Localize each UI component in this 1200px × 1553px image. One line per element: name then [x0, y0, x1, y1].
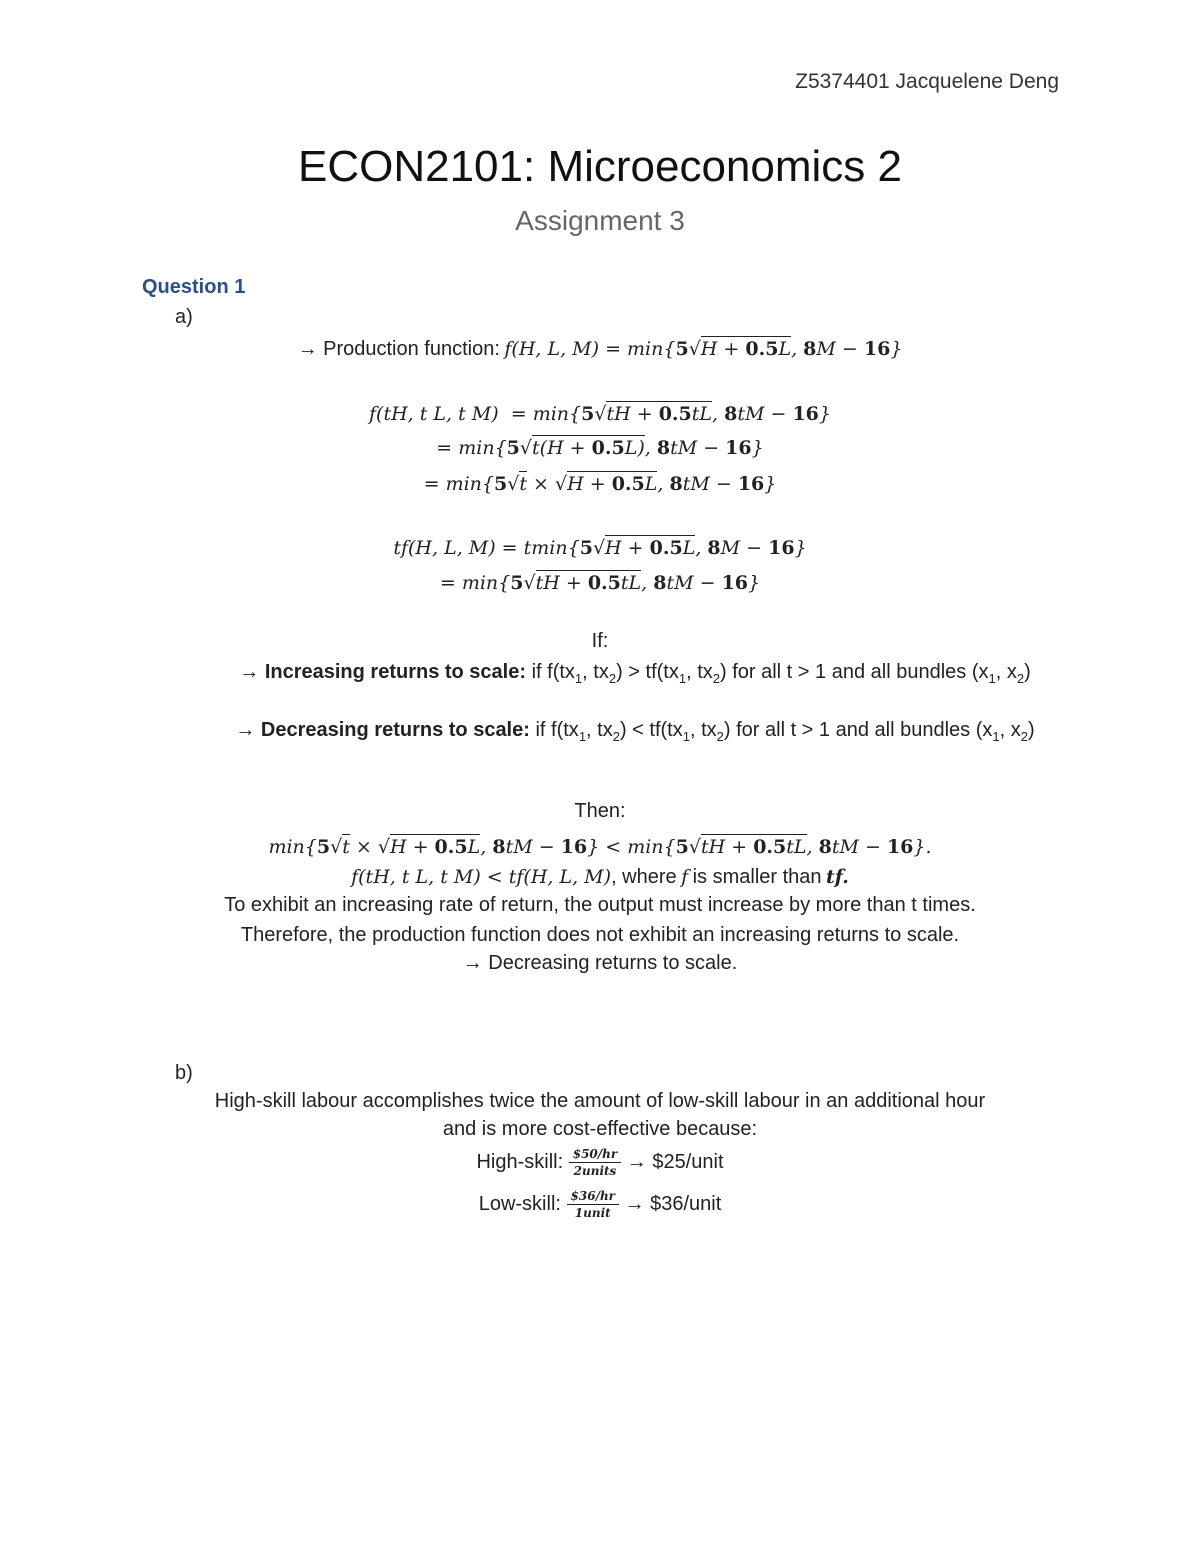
if-label: If:: [591, 630, 609, 652]
scaled-output-eq-2: = min{5√tH + 0.5tL, 8tM − 16}: [439, 572, 761, 594]
high-skill-denominator: 2units: [573, 1164, 617, 1178]
scaled-inputs-eq-2: = min{5√t(H + 0.5L), 8tM − 16}: [436, 437, 764, 459]
low-skill-fraction: [567, 1189, 619, 1220]
conclusion-line-2: Therefore, the production function does not exhibit an increasing returns to scale.: [240, 924, 960, 946]
high-skill-cost: [0, 1147, 1200, 1178]
drs-term: Decreasing returns to scale:: [260, 719, 530, 741]
drs-definition: [215, 716, 1055, 751]
production-function-line: [0, 338, 1200, 361]
irs-definition: [215, 658, 1055, 693]
author-line: Z5374401 Jacquelene Deng: [795, 70, 1059, 93]
irs-text: if $f(tx_1$, $tx_2) > tf(tx_1$, $tx_2$) for all t > 1 and all bundles ($x_1$, $x_2$): [531, 661, 1031, 686]
low-skill-denominator: 1unit: [574, 1206, 611, 1220]
part-b-label: b): [175, 1062, 193, 1084]
page-subtitle: Assignment 3: [515, 205, 685, 236]
part-a-label: a): [175, 306, 193, 328]
production-function-formula: f(H, L, M) = min{5√H + 0.5L, 8M − 16}: [504, 338, 903, 360]
part-b-line-2: and is more cost-effective because:: [442, 1118, 758, 1140]
high-skill-fraction: [569, 1147, 621, 1178]
page-title: ECON2101: Microeconomics 2: [297, 142, 902, 191]
irs-arrow: →: [239, 661, 260, 683]
smaller-text: is smaller than: [692, 866, 822, 888]
low-skill-label: Low-skill:: [478, 1192, 561, 1215]
comparison-eq: min{5√t × √H + 0.5L, 8tM − 16} < min{5√tH + 0.5tL, 8tM − 16}.: [268, 836, 932, 858]
then-label: Then:: [574, 800, 626, 822]
drs-arrow: →: [235, 719, 256, 741]
question-heading: Question 1: [142, 276, 246, 298]
scaled-inputs-eq-3: = min{5√t × √H + 0.5L, 8tM − 16}: [423, 473, 777, 495]
irs-term: Increasing returns to scale:: [264, 661, 527, 683]
low-skill-cost: [0, 1189, 1200, 1220]
part-b-line-1: High-skill labour accomplishes twice the amount of low-skill labour in an additional hour: [214, 1090, 986, 1112]
scaled-inputs-eq-1: f(tH, t L, t M) = min{5√tH + 0.5tL, 8tM − 16}: [369, 403, 831, 425]
where-text: , where: [611, 866, 677, 888]
high-skill-label: High-skill:: [476, 1150, 564, 1173]
high-skill-numerator: $50/hr: [569, 1147, 621, 1163]
conclusion-line-3: → Decreasing returns to scale.: [462, 952, 738, 974]
low-skill-result: → $36/unit: [624, 1192, 722, 1215]
comparison-statement: f(tH, t L, t M) < tf(H, L, M), where f is smaller than tf.: [351, 866, 849, 888]
conclusion-line-1: To exhibit an increasing rate of return, the output must increase by more than t times.: [224, 894, 976, 916]
production-function-prefix: → Production function:: [297, 338, 500, 360]
drs-text: if $f(tx_1$, $tx_2) < tf(tx_1$, $tx_2$) for all t > 1 and all bundles ($x_1$, $x_2$): [535, 719, 1035, 744]
high-skill-result: → $25/unit: [626, 1150, 724, 1173]
low-skill-numerator: $36/hr: [567, 1189, 619, 1205]
scaled-output-eq-1: tf(H, L, M) = tmin{5√H + 0.5L, 8M − 16}: [393, 537, 807, 559]
